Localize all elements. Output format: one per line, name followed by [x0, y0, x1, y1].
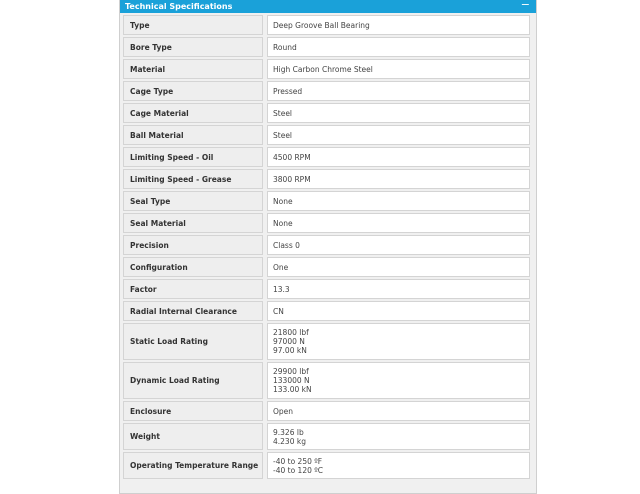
spec-value-line: Pressed: [273, 86, 303, 96]
spec-value: [267, 59, 530, 79]
spec-value: [267, 323, 530, 360]
spec-value-line: One: [273, 262, 289, 272]
spec-value-line: 3800 RPM: [273, 174, 311, 184]
spec-value-line: 13.3: [273, 284, 290, 294]
spec-label: Factor: [123, 279, 263, 299]
spec-value-line: 21800 lbf: [273, 328, 309, 337]
spec-label: Cage Type: [123, 81, 263, 101]
spec-value-line: None: [273, 218, 293, 228]
spec-value-line: 97000 N: [273, 337, 305, 346]
spec-value: [267, 191, 530, 211]
spec-label: Material: [123, 59, 263, 79]
spec-value-line: High Carbon Chrome Steel: [273, 64, 373, 74]
spec-row: [123, 257, 534, 277]
spec-value-line: -40 to 120 ºC: [273, 465, 324, 475]
spec-label: Precision: [123, 235, 263, 255]
spec-value: [267, 169, 530, 189]
spec-value-line: 4500 RPM: [273, 152, 311, 162]
spec-value: [267, 301, 530, 321]
spec-row: [123, 452, 534, 479]
spec-value: [267, 235, 530, 255]
spec-value: [267, 452, 530, 479]
spec-row: [123, 279, 534, 299]
spec-row: [123, 169, 534, 189]
spec-row: [123, 15, 534, 35]
spec-row: [123, 191, 534, 211]
spec-label: Configuration: [123, 257, 263, 277]
spec-value-line: Steel: [273, 130, 293, 140]
panel-title: Technical Specifications: [125, 2, 233, 11]
spec-value-line: 133.00 kN: [273, 385, 312, 394]
spec-value: [267, 37, 530, 57]
technical-specifications-panel: [119, 0, 537, 494]
spec-label: Radial Internal Clearance: [123, 301, 263, 321]
spec-value-line: Class 0: [273, 240, 300, 250]
panel-header[interactable]: [120, 0, 536, 13]
spec-value-line: Open: [273, 406, 294, 416]
spec-value: [267, 401, 530, 421]
spec-value-line: 29900 lbf: [273, 367, 309, 376]
spec-value: [267, 257, 530, 277]
minus-icon[interactable]: −: [520, 0, 530, 11]
spec-value: [267, 213, 530, 233]
spec-value-line: 97.00 kN: [273, 346, 307, 355]
spec-label: Seal Type: [123, 191, 263, 211]
spec-label: Static Load Rating: [123, 323, 263, 360]
spec-value-line: CN: [273, 306, 284, 316]
spec-value: [267, 103, 530, 123]
spec-label: Type: [123, 15, 263, 35]
spec-value-line: Deep Groove Ball Bearing: [273, 20, 370, 30]
spec-label: Weight: [123, 423, 263, 450]
spec-row: [123, 301, 534, 321]
spec-value: [267, 125, 530, 145]
spec-label: Bore Type: [123, 37, 263, 57]
spec-label: Ball Material: [123, 125, 263, 145]
spec-label: Seal Material: [123, 213, 263, 233]
spec-value-line: Steel: [273, 108, 293, 118]
spec-label: Limiting Speed - Oil: [123, 147, 263, 167]
spec-row: [123, 81, 534, 101]
spec-value-line: None: [273, 196, 293, 206]
spec-value-line: -40 to 250 ºF: [273, 456, 323, 466]
spec-label: Enclosure: [123, 401, 263, 421]
spec-row: [123, 37, 534, 57]
spec-value: [267, 81, 530, 101]
spec-value-line: Round: [273, 42, 297, 52]
spec-row: [123, 213, 534, 233]
spec-label: Operating Temperature Range: [123, 452, 263, 479]
spec-value: [267, 147, 530, 167]
spec-row: [123, 103, 534, 123]
spec-value: [267, 279, 530, 299]
spec-value-line: 4.230 kg: [273, 436, 306, 446]
spec-row: [123, 401, 534, 421]
spec-row: [123, 125, 534, 145]
spec-label: Cage Material: [123, 103, 263, 123]
spec-row: [123, 235, 534, 255]
spec-row: [123, 423, 534, 450]
spec-value-line: 133000 N: [273, 376, 310, 385]
spec-value: [267, 15, 530, 35]
spec-value-line: 9.326 lb: [273, 427, 304, 437]
spec-row: [123, 362, 534, 399]
spec-label: Limiting Speed - Grease: [123, 169, 263, 189]
spec-value: [267, 423, 530, 450]
spec-label: Dynamic Load Rating: [123, 362, 263, 399]
spec-table: [123, 15, 534, 481]
spec-row: [123, 323, 534, 360]
spec-row: [123, 59, 534, 79]
spec-value: [267, 362, 530, 399]
spec-row: [123, 147, 534, 167]
